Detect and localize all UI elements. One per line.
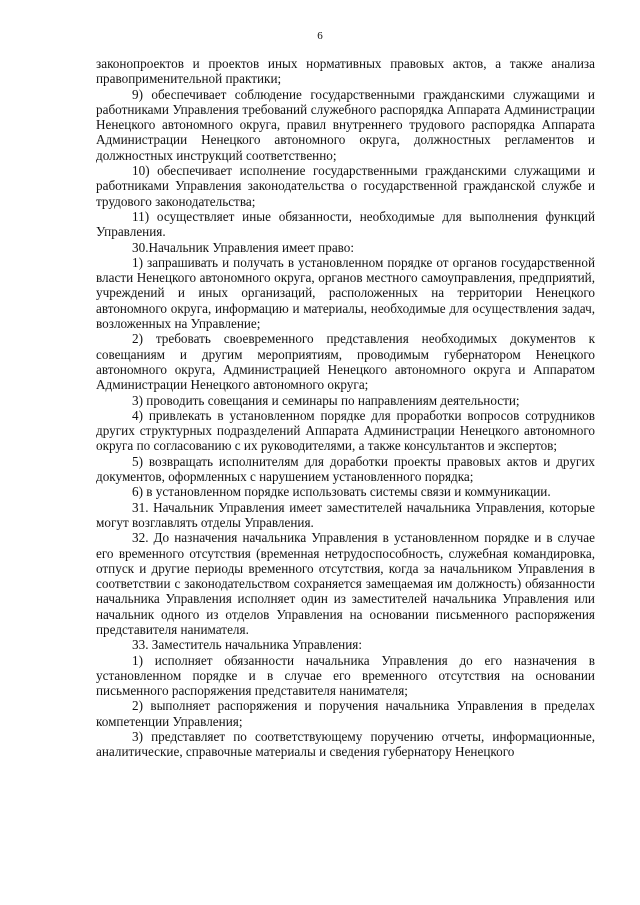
paragraph: законопроектов и проектов иных нормативных правовых актов, а также анализа правоприменительной практики; bbox=[96, 56, 595, 87]
paragraph: 1) исполняет обязанности начальника Управления до его назначения в установленном порядке и в случае его временного отсутствия на основании письменного распоряжения представителя нанимателя; bbox=[96, 652, 595, 699]
page-number: 6 bbox=[317, 30, 323, 42]
paragraph: 9) обеспечивает соблюдение государственными гражданскими служащими и работниками Управления требований служебного распорядка Аппарата Администрации Ненецкого автономного округа, правил внутреннего трудового распорядка Аппарата Администрации Ненецкого автономного округа, должностных регламентов и должностных инструкций соответственно; bbox=[96, 86, 595, 163]
section-heading: 30.Начальник Управления имеет право: bbox=[132, 239, 355, 255]
paragraph: 5) возвращать исполнителям для доработки проекты правовых актов и других документов, оформленных с нарушением установленного порядка; bbox=[96, 453, 595, 485]
paragraph: 32. До назначения начальника Управления в установленном порядке и в случае его временного отсутствия (временная нетрудоспособность, служебная командировка, отпуск и другие периоды временного отсутствия, когда за начальником Управления в соответствии с законодательством сохраняется замещаемая им должность) обязанности начальника Управления исполняет один из заместителей начальника Управления или начальник одного из отделов Управления на основании письменного распоряжения представителя нанимателя. bbox=[96, 530, 595, 637]
paragraph: 2) требовать своевременного представления необходимых документов к совещаниям и другим мероприятиям, проводимым губернатором Ненецкого автономного округа, Администрацией Ненецкого автономного округа и Аппаратом Администрации Ненецкого автономного округа; bbox=[96, 331, 595, 393]
section-heading: 33. Заместитель начальника Управления: bbox=[132, 637, 363, 653]
paragraph: 31. Начальник Управления имеет заместителей начальника Управления, которые могут возглавлять отделы Управления. bbox=[96, 499, 595, 530]
paragraph: 2) выполняет распоряжения и поручения начальника Управления в пределах компетенции Управления; bbox=[96, 698, 595, 729]
document-body bbox=[96, 56, 595, 760]
paragraph: 6) в установленном порядке использовать системы связи и коммуникации. bbox=[132, 484, 551, 500]
paragraph: 3) представляет по соответствующему поручению отчеты, информационные, аналитические, справочные материалы и сведения губернатору Ненецкого bbox=[96, 729, 595, 760]
paragraph: 11) осуществляет иные обязанности, необходимые для выполнения функций Управления. bbox=[96, 208, 595, 240]
paragraph: 3) проводить совещания и семинары по направлениям деятельности; bbox=[132, 392, 520, 408]
paragraph: 10) обеспечивает исполнение государственными гражданскими служащими и работниками Управления законодательства о государственной гражданской службе и трудового законодательства; bbox=[96, 163, 595, 209]
paragraph: 1) запрашивать и получать в установленном порядке от органов государственной власти Ненецкого автономного округа, органов местного самоуправления, предприятий, учреждений и иных организаций, расположенных на территории Ненецкого автономного округа, информацию и материалы, необходимые для осуществления задач, возложенных на Управление; bbox=[96, 254, 595, 332]
paragraph: 4) привлекать в установленном порядке для проработки вопросов сотрудников других структурных подразделений Аппарата Администрации Ненецкого автономного округа по согласованию с их руководителями, а также консультантов и экспертов; bbox=[96, 407, 595, 454]
